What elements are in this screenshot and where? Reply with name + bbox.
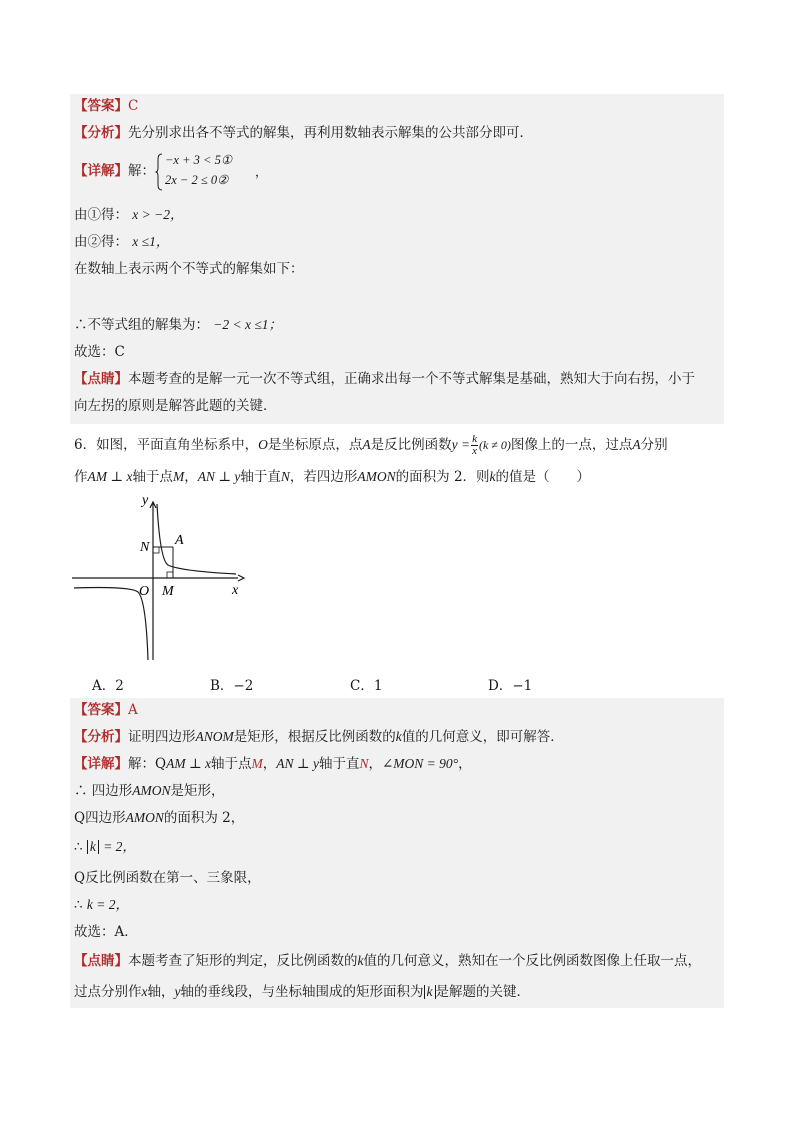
inequality-2: 2x − 2 ≤ 0② [165,173,229,187]
q6-detail-line4: ∴ k = 2， [74,839,136,855]
label-x: x [232,583,239,598]
analysis-text: 先分别求出各不等式的解集，再利用数轴表示解集的公共部分即可． [128,125,533,141]
q6-comment-line2: 过点分别作x轴，y轴的垂线段，与坐标轴围成的矩形面积为 k 是解题的关键． [74,984,530,1000]
option-c: C．1 [350,678,383,694]
label-a: A [175,533,184,548]
q5-step4: ∴不等式组的解集为： −2 < x ≤1； [74,317,283,333]
q6-comment-line1: 【点睛】本题考查了矩形的判定，反比例函数的k值的几何意义，熟知在一个反比例函数图像上任取一点， [74,953,701,969]
option-b: B．−2 [210,678,254,694]
hyperbola-branch-q1 [157,504,236,574]
label-o: O [139,584,150,599]
detail-lead: 解： [128,163,155,179]
q5-step1: 由①得： x > −2， [74,207,184,223]
q6-detail-line6: ∴ k = 2， [74,897,129,913]
q5-comment-line1: 【点睛】本题考查的是解一元一次不等式组，正确求出每一个不等式解集是基础，熟知大于向右拐，小于 [74,371,695,387]
q5-step2: 由②得： x ≤1， [74,234,170,250]
hyperbola-branch-q3 [74,588,148,661]
q6-detail-line5: Q反比例函数在第一、三象限， [74,870,261,886]
q6-stem-line2: 作AM ⊥ x轴于点M，AN ⊥ y轴于直N，若四边形AMON的面积为 2．则k的值是（ ） [74,469,591,485]
detail-tag: 【详解】 [74,163,128,179]
q5-answer-line [74,97,138,115]
comment-tag: 【点睛】 [74,371,128,387]
q6-detail-line2: ∴ 四边形AMON是矩形， [74,783,225,799]
q5-step3: 在数轴上表示两个不等式的解集如下： [74,261,304,277]
label-n: N [140,540,150,555]
q5-comment-line2: 向左拐的原则是解答此题的关键． [74,398,277,414]
system-comma: ， [255,164,268,179]
q5-choose: 故选：C [74,344,125,360]
q6-analysis-line: 【分析】证明四边形ANOM是矩形，根据反比例函数的k值的几何意义，即可解答． [74,729,564,745]
q6-stem-line1: 6．如图，平面直角坐标系中，O是坐标原点，点A是反比例函数y = $\frac{k}{x}$ (k ≠ 0)图像上的一点，过点A分别 [74,433,668,457]
label-m: M [162,584,174,599]
q5-detail-line [74,162,155,180]
label-y: y [142,493,149,508]
right-angle-m [167,572,173,578]
right-angle-n [153,547,159,553]
q6-choose: 故选：A． [74,924,138,940]
abs-k: k [87,840,99,854]
q5-analysis-line [74,124,533,142]
answer-tag: 【答案】 [74,98,128,114]
brace-symbol [155,153,163,191]
q6-detail-line1: 【详解】解：QAM ⊥ x轴于点M，AN ⊥ y轴于直N，∠MON = 90°， [74,756,472,772]
q6-answer-line: 【答案】A [74,702,138,718]
option-d: D．−1 [488,678,533,694]
analysis-tag: 【分析】 [74,125,128,141]
q6-detail-line3: Q四边形AMON的面积为 2， [74,810,245,826]
answer-value: C [128,98,139,114]
x-axis-arrow [238,575,244,581]
inequality-system [155,151,275,193]
abs-k-comment: k [424,985,436,999]
fraction-k-over-x: $\frac{k}{x}$ [472,433,477,457]
hyperbola-figure [68,490,258,665]
inequality-1: −x + 3 < 5① [165,153,233,167]
option-a: A．2 [92,678,124,694]
